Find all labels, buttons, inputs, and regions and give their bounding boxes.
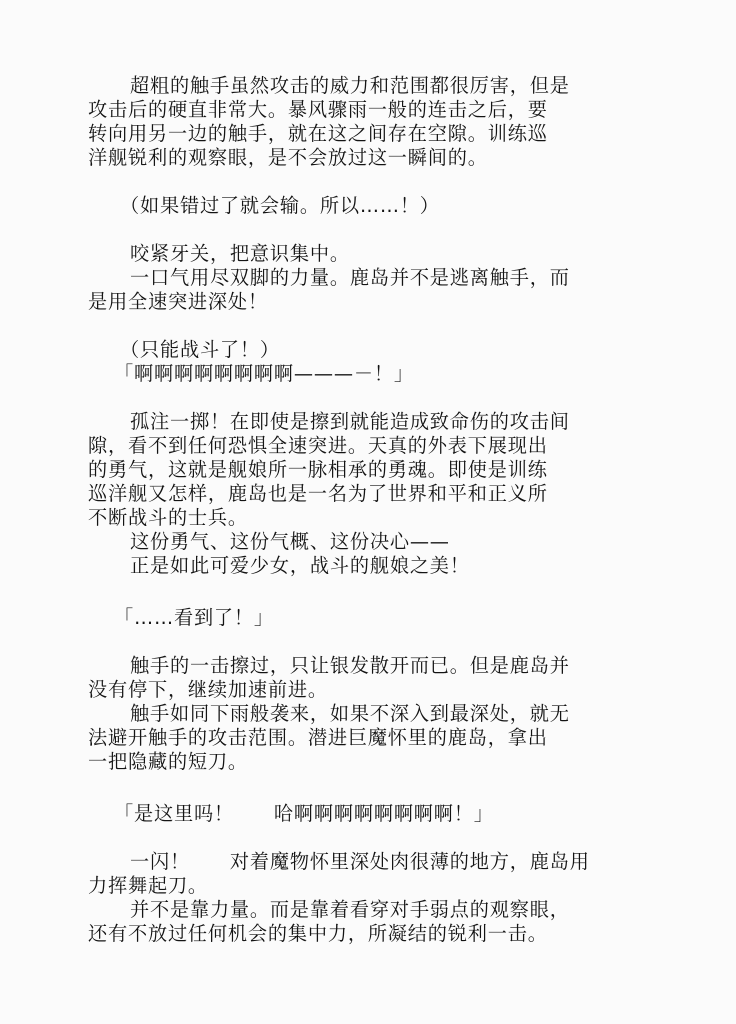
text-line: 力挥舞起刀。 [88, 874, 208, 897]
text-line: 触手的一击擦过，只让银发散开而已。但是鹿岛并 [130, 654, 570, 677]
text-line: 「是这里吗！ 哈啊啊啊啊啊啊啊啊！」 [114, 802, 494, 825]
text-line: 是用全速突进深处！ [88, 290, 268, 313]
text-line: 巡洋舰又怎样，鹿岛也是一名为了世界和平和正义所 [88, 482, 548, 505]
text-line: 一闪！ 对着魔物怀里深处肉很薄的地方，鹿岛用 [130, 850, 590, 873]
text-line: 正是如此可爱少女，战斗的舰娘之美！ [130, 554, 470, 577]
text-line: 没有停下，继续加速前进。 [88, 678, 328, 701]
text-line: 的勇气，这就是舰娘所一脉相承的勇魂。即使是训练 [88, 458, 548, 481]
text-line: 这份勇气、这份气概、这份决心—— [130, 530, 450, 553]
text-line: 洋舰锐利的观察眼，是不会放过这一瞬间的。 [88, 146, 488, 169]
text-line: 法避开触手的攻击范围。潜进巨魔怀里的鹿岛，拿出 [88, 726, 548, 749]
text-line: （如果错过了就会输。所以……！） [120, 194, 440, 217]
text-line: 并不是靠力量。而是靠着看穿对手弱点的观察眼， [130, 898, 570, 921]
text-line: （只能战斗了！） [120, 338, 280, 361]
text-line: 孤注一掷！在即使是擦到就能造成致命伤的攻击间 [130, 410, 570, 433]
text-line: 超粗的触手虽然攻击的威力和范围都很厉害，但是 [130, 74, 570, 97]
text-line: 「啊啊啊啊啊啊啊啊———－！」 [114, 362, 414, 385]
text-line: 转向用另一边的触手，就在这之间存在空隙。训练巡 [88, 122, 548, 145]
text-line: 一把隐藏的短刀。 [88, 750, 248, 773]
text-line: 「……看到了！」 [114, 606, 274, 629]
text-line: 触手如同下雨般袭来，如果不深入到最深处，就无 [130, 702, 570, 725]
text-line: 隙，看不到任何恐惧全速突进。天真的外表下展现出 [88, 434, 548, 457]
text-line: 不断战斗的士兵。 [88, 506, 248, 529]
text-line: 一口气用尽双脚的力量。鹿岛并不是逃离触手，而 [130, 266, 570, 289]
text-line: 咬紧牙关，把意识集中。 [130, 242, 350, 265]
text-line: 攻击后的硬直非常大。暴风骤雨一般的连击之后，要 [88, 98, 548, 121]
text-line: 还有不放过任何机会的集中力，所凝结的锐利一击。 [88, 922, 548, 945]
